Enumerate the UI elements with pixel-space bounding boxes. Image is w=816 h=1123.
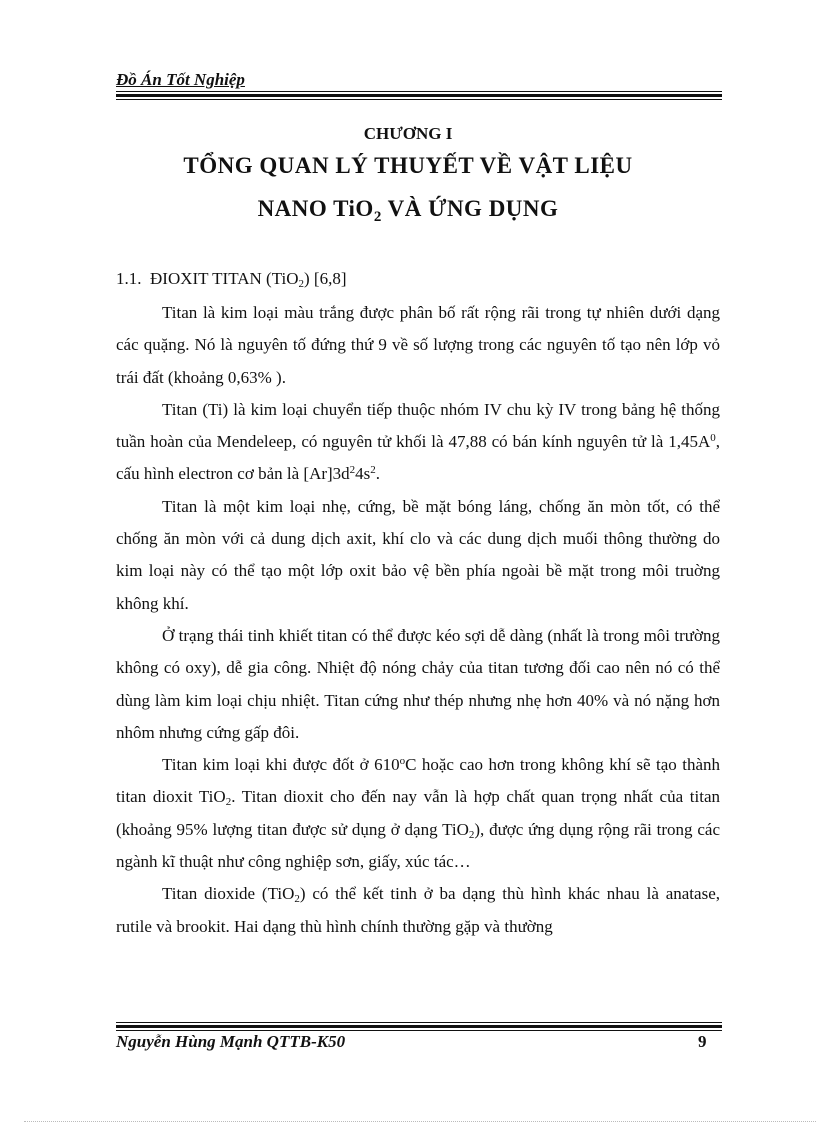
paragraph-2-sup-3: 2 [370, 464, 376, 477]
paragraph-1: Titan là kim loại màu trắng được phân bố rất rộng rãi trong tự nhiên dưới dạng các quặng. Nó là nguyên tố đứng thứ 9 về số lượng trong các nguyên tố tạo nên lớp vỏ trái đất (khoảng 0,63% ). [116, 303, 720, 387]
paragraph-5-sub-2: 2 [468, 828, 475, 841]
paragraph-6-sub: 2 [294, 893, 300, 906]
paragraph-2-part-d: . [375, 464, 381, 484]
paragraph-2-part-b: , cấu hình electron cơ bản là [Ar]3d [116, 432, 720, 484]
chapter-title-line2-subscript: 2 [373, 209, 382, 225]
paragraph-2-part-c: 4s [355, 464, 371, 484]
paragraph-2-sup-2: 2 [349, 464, 356, 477]
document-header-title: Đồ Án Tốt Nghiệp [116, 70, 245, 89]
paragraph-6-part-a: Titan dioxide (TiO [162, 884, 295, 904]
footer-page-number: 9 [698, 1032, 707, 1051]
page-edge-dotted-line [24, 1121, 816, 1122]
section-title-subscript: 2 [298, 278, 304, 290]
paragraph-2-part-a: Titan (Ti) là kim loại chuyển tiếp thuộc nhóm IV chu kỳ IV trong bảng hệ thống tuần hoàn của Mendeleep, có nguyên tử khối là 47,88 có bán kính nguyên tử là 1,45A [116, 399, 720, 452]
header-rule-thin [116, 91, 722, 92]
header-rule-thick [116, 94, 722, 97]
chapter-title-line2-prefix: NANO TiO [257, 196, 374, 221]
paragraph-5-degree: o [399, 755, 406, 768]
section-title-suffix: ) [6,8] [304, 269, 347, 288]
footer-author: Nguyễn Hùng Mạnh QTTB-K50 [116, 1032, 346, 1051]
chapter-title-line2-suffix: VÀ ỨNG DỤNG [381, 196, 559, 221]
section-title-prefix: ĐIOXIT TITAN (TiO [150, 269, 299, 288]
chapter-title-line1: TỔNG QUAN LÝ THUYẾT VỀ VẬT LIỆU [183, 153, 633, 178]
section-heading [116, 269, 346, 289]
footer-rule-thick [116, 1025, 722, 1028]
chapter-label: CHƯƠNG I [363, 124, 453, 143]
paragraph-6-part-b: ) có thể kết tinh ở ba dạng thù hình khác nhau là anatase, rutile và brookit. Hai dạng thù hình chính thường gặp và thường [116, 884, 720, 936]
footer-rule-thin-lower [116, 1030, 722, 1031]
paragraph-6 [116, 878, 720, 943]
chapter-title-line2 [0, 196, 816, 225]
paragraph-5-part-a: Titan kim loại khi được đốt ở 610 [162, 755, 400, 775]
paragraph-5-part-b: C hoặc cao hơn trong không khí sẽ tạo thành titan dioxit TiO [116, 755, 720, 807]
section-number: 1.1. [116, 269, 142, 288]
footer-rule-thin [116, 1022, 722, 1023]
paragraph-3: Titan là một kim loại nhẹ, cứng, bề mặt bóng láng, chống ăn mòn tốt, có thể chống ăn mòn với cả dung dịch axit, khí clo và các dung dịch muối thông thường do kim loại này có thể tạo một lớp oxit bảo vệ bền phía ngoài bề mặt trong môi truờng không khí. [116, 496, 720, 613]
paragraph-5 [116, 749, 720, 878]
paragraph-5-sub-1: 2 [225, 796, 232, 809]
paragraph-2 [116, 394, 720, 491]
paragraph-2-sup-1: 0 [710, 432, 716, 445]
paragraph-5-part-c: . Titan dioxit cho đến nay vẫn là hợp chất quan trọng nhất của titan (khoảng 95% lượng titan được sử dụng ở dạng TiO [116, 787, 720, 839]
body-text [116, 297, 720, 943]
paragraph-5-part-d: ), được ứng dụng rộng rãi trong các ngành kĩ thuật như công nghiệp sơn, giấy, xúc tác… [116, 819, 720, 872]
header-rule-thin-lower [116, 99, 722, 100]
paragraph-4: Ở trạng thái tinh khiết titan có thể được kéo sợi dễ dàng (nhất là trong môi trường không có oxy), dễ gia công. Nhiệt độ nóng chảy của titan tương đối cao nên nó có thể dùng làm kim loại chịu nhiệt. Titan cứng như thép nhưng nhẹ hơn 40% và nó nặng hơn nhôm nhưng cứng gấp đôi. [116, 625, 720, 742]
